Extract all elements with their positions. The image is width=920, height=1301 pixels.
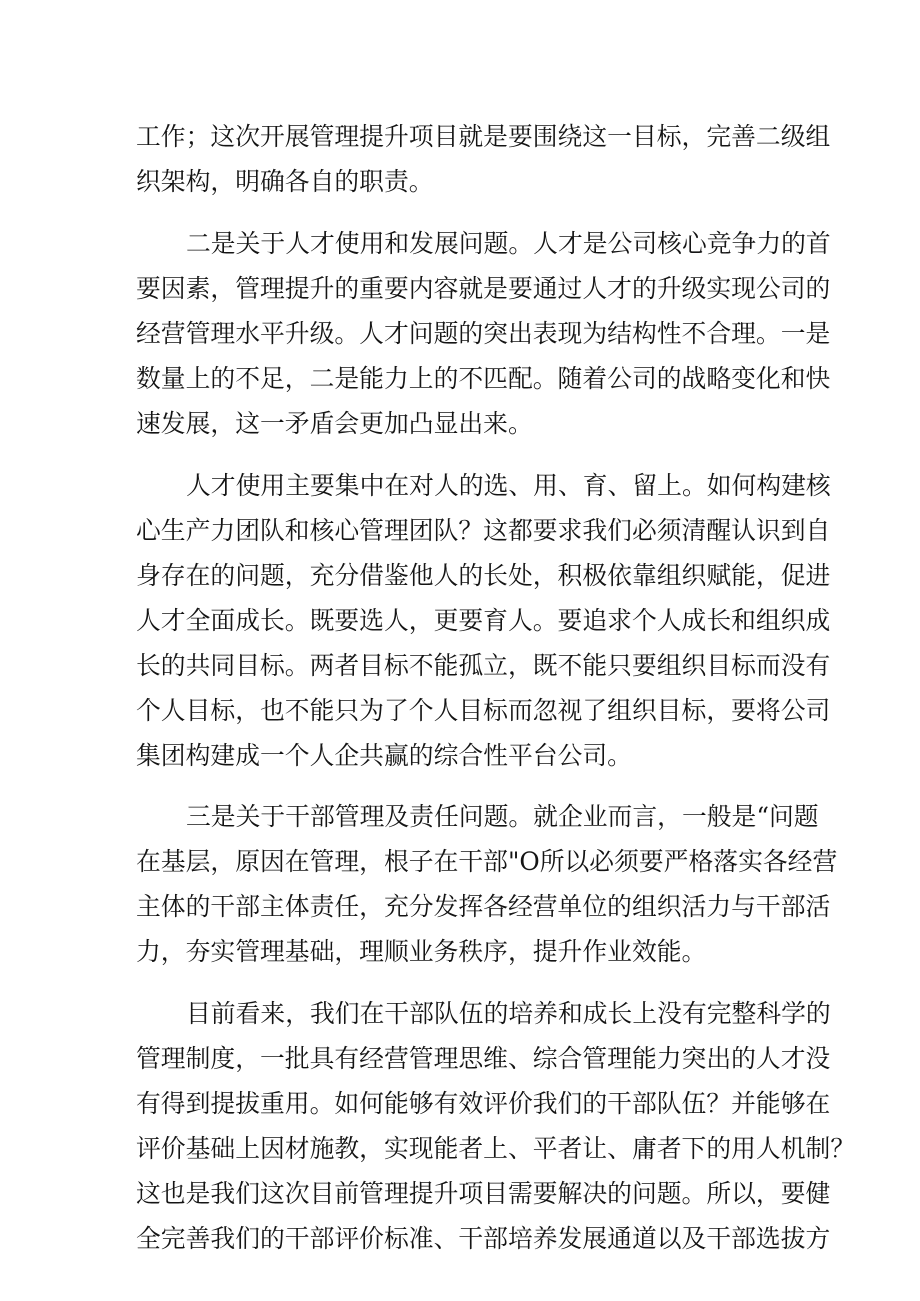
text-line: 经营管理水平升级。人才问题的突出表现为结构性不合理。一是 bbox=[136, 319, 831, 348]
text-line: 三是关于干部管理及责任问题。就企业而言，一般是“问题 bbox=[186, 802, 819, 831]
text-line: 主体的干部主体责任，充分发挥各经营单位的组织活力与干部活 bbox=[136, 892, 831, 921]
text-line: 长的共同目标。两者目标不能孤立，既不能只要组织目标而没有 bbox=[136, 651, 831, 680]
text-line: 二是关于人才使用和发展问题。人才是公司核心竞争力的首 bbox=[186, 229, 831, 258]
text-line: 人才使用主要集中在对人的选、用、育、留上。如何构建核 bbox=[186, 471, 831, 500]
text-line: 速发展，这一矛盾会更加凸显出来。 bbox=[136, 409, 533, 438]
text-line: 力，夯实管理基础，理顺业务秩序，提升作业效能。 bbox=[136, 937, 707, 966]
text-line: 全完善我们的干部评价标准、干部培养发展通道以及干部选拔方 bbox=[136, 1224, 831, 1253]
text-line: 有得到提拔重用。如何能够有效评价我们的干部队伍？并能够在 bbox=[136, 1089, 831, 1118]
text-line: 织架构，明确各自的职责。 bbox=[136, 167, 434, 196]
text-line: 管理制度，一批具有经营管理思维、综合管理能力突出的人才没 bbox=[136, 1044, 831, 1073]
text-line: 评价基础上因材施教，实现能者上、平者让、庸者下的用人机制？ bbox=[136, 1134, 856, 1163]
text-line: 心生产力团队和核心管理团队？这都要求我们必须清醒认识到自 bbox=[136, 516, 831, 545]
text-line: 集团构建成一个人企共赢的综合性平台公司。 bbox=[136, 741, 632, 770]
text-line: 在基层，原因在管理，根子在干部"O所以必须要严格落实各经营 bbox=[136, 847, 838, 876]
text-line: 这也是我们这次目前管理提升项目需要解决的问题。所以，要健 bbox=[136, 1179, 831, 1208]
text-line: 要因素，管理提升的重要内容就是要通过人才的升级实现公司的 bbox=[136, 274, 831, 303]
text-line: 人才全面成长。既要选人，更要育人。要追求个人成长和组织成 bbox=[136, 606, 831, 635]
text-line: 工作；这次开展管理提升项目就是要围绕这一目标，完善二级组 bbox=[136, 122, 831, 151]
text-line: 个人目标，也不能只为了个人目标而忽视了组织目标，要将公司 bbox=[136, 696, 831, 725]
text-line: 目前看来，我们在干部队伍的培养和成长上没有完整科学的 bbox=[186, 999, 831, 1028]
text-line: 身存在的问题，充分借鉴他人的长处，积极依靠组织赋能，促进 bbox=[136, 561, 831, 590]
text-line: 数量上的不足，二是能力上的不匹配。随着公司的战略变化和快 bbox=[136, 364, 831, 393]
